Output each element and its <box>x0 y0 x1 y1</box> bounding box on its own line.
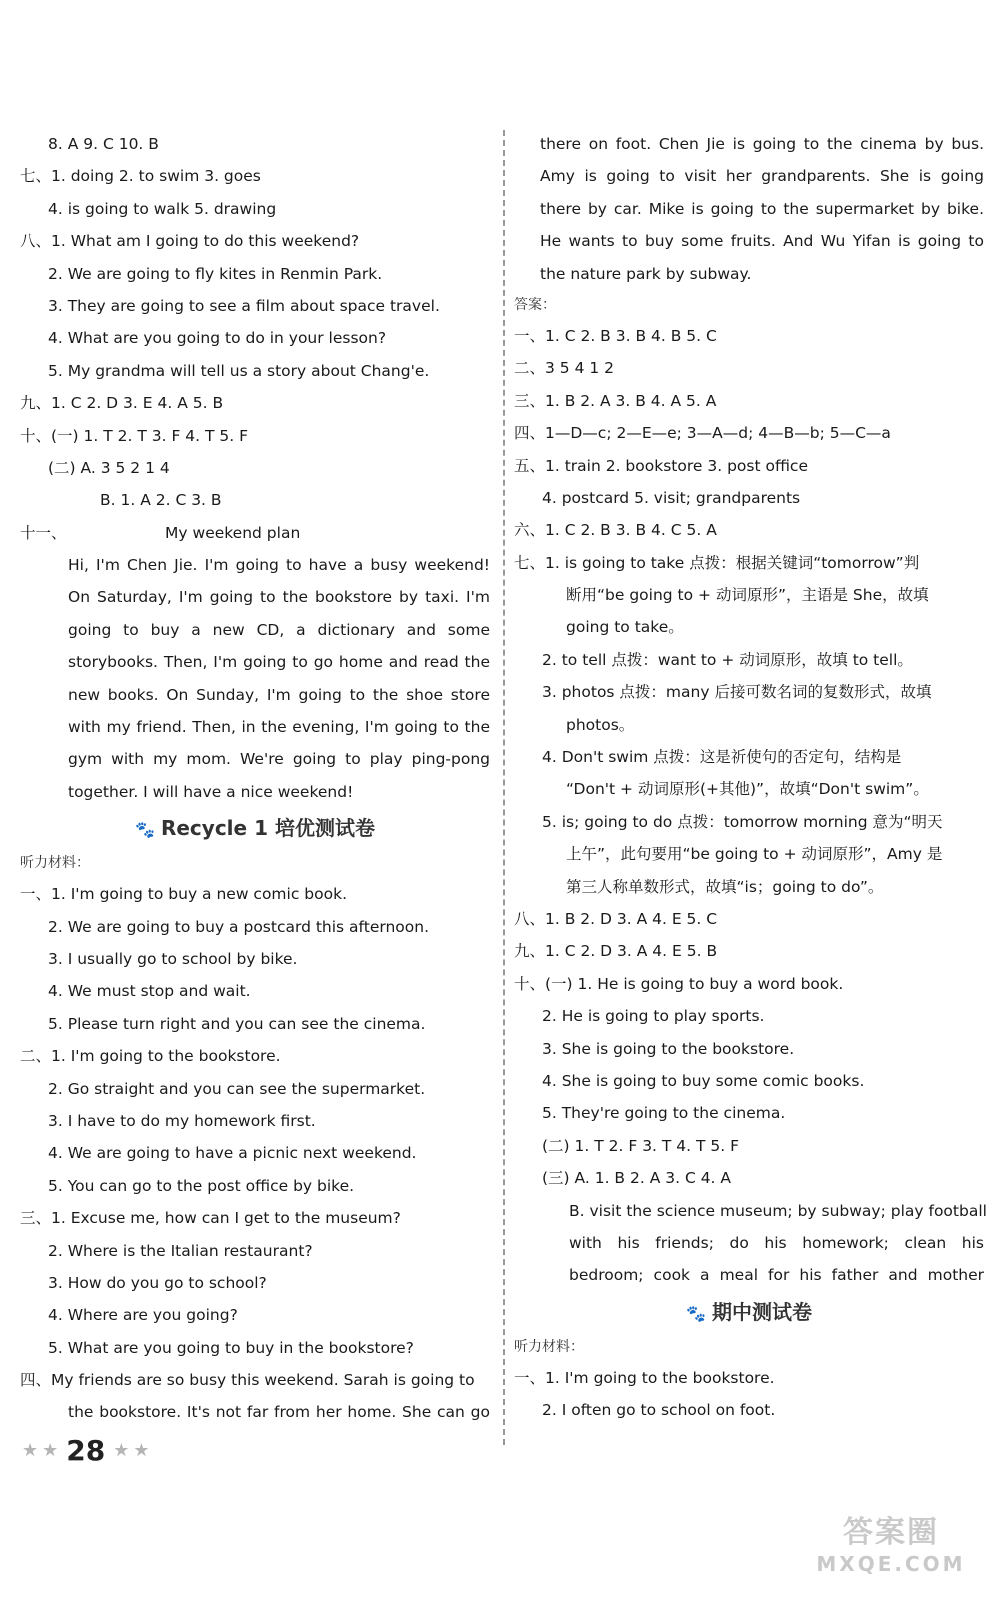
text-line: 九、1. C 2. D 3. E 4. A 5. B <box>20 394 224 413</box>
text-line: the nature park by subway. <box>540 264 752 283</box>
text-line: storybooks. Then, I'm going to go home and read the <box>68 653 490 672</box>
text-line: 5. My grandma will tell us a story about Chang'e. <box>48 361 430 380</box>
text-line: 3. I have to do my homework first. <box>48 1111 316 1130</box>
text-line: 九、1. C 2. D 3. A 4. E 5. B <box>514 942 718 961</box>
column-divider <box>503 130 505 1445</box>
section-label: 听力材料： <box>20 855 90 872</box>
text-line: 2. We are going to fly kites in Renmin Park. <box>48 264 383 283</box>
text-line: 十、(一) 1. He is going to buy a word book. <box>514 974 844 993</box>
text-line: going to take。 <box>566 618 684 637</box>
paw-icon: 🐾 <box>135 820 155 840</box>
text-line: 2. I often go to school on foot. <box>542 1401 776 1420</box>
text-line: together. I will have a nice weekend! <box>68 782 354 801</box>
text-line: (三) A. 1. B 2. A 3. C 4. A <box>542 1169 732 1188</box>
text-line: 二、1. I'm going to the bookstore. <box>20 1047 281 1066</box>
text-line: 4. postcard 5. visit; grandparents <box>542 488 801 507</box>
text-line: 5. What are you going to buy in the bookstore? <box>48 1338 414 1357</box>
text-line: with his friends; do his homework; clean his <box>569 1233 984 1252</box>
text-line: 4. We are going to have a picnic next weekend. <box>48 1144 417 1163</box>
text-line: 3. She is going to the bookstore. <box>542 1039 795 1058</box>
text-line: gym with my mom. We're going to play ping-pong <box>68 750 490 769</box>
text-line: (二) 1. T 2. F 3. T 4. T 5. F <box>542 1136 740 1155</box>
watermark <box>806 1514 976 1584</box>
text-line: 三、1. B 2. A 3. B 4. A 5. A <box>514 391 717 410</box>
text-line: He wants to buy some fruits. And Wu Yifan is going to <box>540 232 984 251</box>
text-line: 5. is; going to do 点拨：tomorrow morning 意为“明天 <box>542 812 943 831</box>
text-line: 一、1. C 2. B 3. B 4. B 5. C <box>514 326 717 345</box>
section-label: 听力材料： <box>514 1338 584 1355</box>
text-line: 3. photos 点拨：many 后接可数名词的复数形式，故填 <box>542 683 932 702</box>
text-line: 一、1. I'm going to the bookstore. <box>514 1368 775 1387</box>
text-line: 十一、 My weekend plan <box>20 523 301 542</box>
page-footer <box>22 1432 150 1468</box>
right-column <box>514 128 987 1426</box>
text-line: 二、3 5 4 1 2 <box>514 359 615 378</box>
text-line: 一、1. I'm going to buy a new comic book. <box>20 885 347 904</box>
text-line: 五、1. train 2. bookstore 3. post office <box>514 456 808 475</box>
text-line: 3. How do you go to school? <box>48 1273 267 1292</box>
text-line: 5. You can go to the post office by bike. <box>48 1176 355 1195</box>
text-line: 4. She is going to buy some comic books. <box>542 1071 865 1090</box>
star-icon: ★ <box>42 1439 59 1461</box>
text-line: 2. Go straight and you can see the supermarket. <box>48 1079 426 1098</box>
text-line: 3. I usually go to school by bike. <box>48 949 298 968</box>
star-icon: ★ <box>113 1439 130 1461</box>
text-line: 四、1—D—c; 2—E—e; 3—A—d; 4—B—b; 5—C—a <box>514 424 891 443</box>
watermark-logo: 答案圈 <box>843 1515 939 1550</box>
text-line: 六、1. C 2. B 3. B 4. C 5. A <box>514 521 717 540</box>
text-line: 5. They're going to the cinema. <box>542 1104 786 1123</box>
text-line: (二) A. 3 5 2 1 4 <box>48 458 170 477</box>
paw-icon: 🐾 <box>686 1303 706 1323</box>
text-line: 八、1. B 2. D 3. A 4. E 5. C <box>514 909 718 928</box>
text-line: Amy is going to visit her grandparents. She is going <box>540 167 984 186</box>
text-line: 七、1. is going to take 点拨：根据关键词“tomorrow”判 <box>514 553 920 572</box>
text-line: 四、My friends are so busy this weekend. Sarah is going to <box>20 1371 475 1390</box>
star-icon: ★ <box>133 1439 150 1461</box>
text-line: 八、1. What am I going to do this weekend? <box>20 232 360 251</box>
text-line: there on foot. Chen Jie is going to the cinema by bus. <box>540 135 984 153</box>
left-column <box>20 128 490 1429</box>
section-title-text: Recycle 1 培优测试卷 <box>160 816 375 841</box>
text-line: 4. Where are you going? <box>48 1306 238 1325</box>
text-line: 4. What are you going to do in your lesson? <box>48 329 387 348</box>
star-icon: ★ <box>22 1439 39 1461</box>
section-title-text: 期中测试卷 <box>711 1299 812 1324</box>
text-line: 七、1. doing 2. to swim 3. goes <box>20 167 261 186</box>
text-line: 2. to tell 点拨：want to + 动词原形，故填 to tell。 <box>542 650 913 669</box>
text-line: 十、(一) 1. T 2. T 3. F 4. T 5. F <box>20 426 249 445</box>
text-line: 2. Where is the Italian restaurant? <box>48 1241 313 1260</box>
text-line: there by car. Mike is going to the supermarket by bike. <box>540 199 984 218</box>
text-line: B. 1. A 2. C 3. B <box>100 491 222 510</box>
text-line: 8. A 9. C 10. B <box>48 135 159 153</box>
text-line: going to buy a new CD, a dictionary and some <box>68 620 490 639</box>
watermark-url: MXQE.COM <box>816 1552 966 1576</box>
text-line: 4. Don't swim 点拨：这是祈使句的否定句，结构是 <box>542 748 902 767</box>
section-label: 答案： <box>514 296 556 313</box>
text-line: photos。 <box>566 715 635 734</box>
text-line: 断用“be going to + 动词原形”，主语是 She，故填 <box>566 586 929 605</box>
text-line: 5. Please turn right and you can see the cinema. <box>48 1014 426 1033</box>
text-line: Hi, I'm Chen Jie. I'm going to have a busy weekend! <box>68 556 490 575</box>
text-line: 4. is going to walk 5. drawing <box>48 199 277 218</box>
text-line: the bookstore. It's not far from her home. She can go <box>68 1403 490 1422</box>
text-line: “Don't + 动词原形(+其他)”，故填“Don't swim”。 <box>566 780 929 799</box>
text-line: with my friend. Then, in the evening, I'm going to the <box>68 718 490 737</box>
text-line: 4. We must stop and wait. <box>48 982 251 1001</box>
text-line: bedroom; cook a meal for his father and mother <box>569 1266 984 1285</box>
section-title <box>20 808 490 848</box>
text-line: 2. He is going to play sports. <box>542 1007 765 1026</box>
page-number: 28 <box>66 1433 106 1467</box>
text-line: On Saturday, I'm going to the bookstore by taxi. I'm <box>68 588 490 607</box>
text-line: 2. We are going to buy a postcard this afternoon. <box>48 917 429 936</box>
text-line: B. visit the science museum; by subway; play football <box>569 1201 987 1220</box>
text-line: new books. On Sunday, I'm going to the shoe store <box>68 685 490 704</box>
text-line: 3. They are going to see a film about space travel. <box>48 296 440 315</box>
section-title <box>514 1292 984 1332</box>
text-line: 第三人称单数形式，故填“is；going to do”。 <box>566 877 884 896</box>
text-line: 上午”，此句要用“be going to + 动词原形”，Amy 是 <box>566 845 943 864</box>
text-line: 三、1. Excuse me, how can I get to the museum? <box>20 1209 401 1228</box>
